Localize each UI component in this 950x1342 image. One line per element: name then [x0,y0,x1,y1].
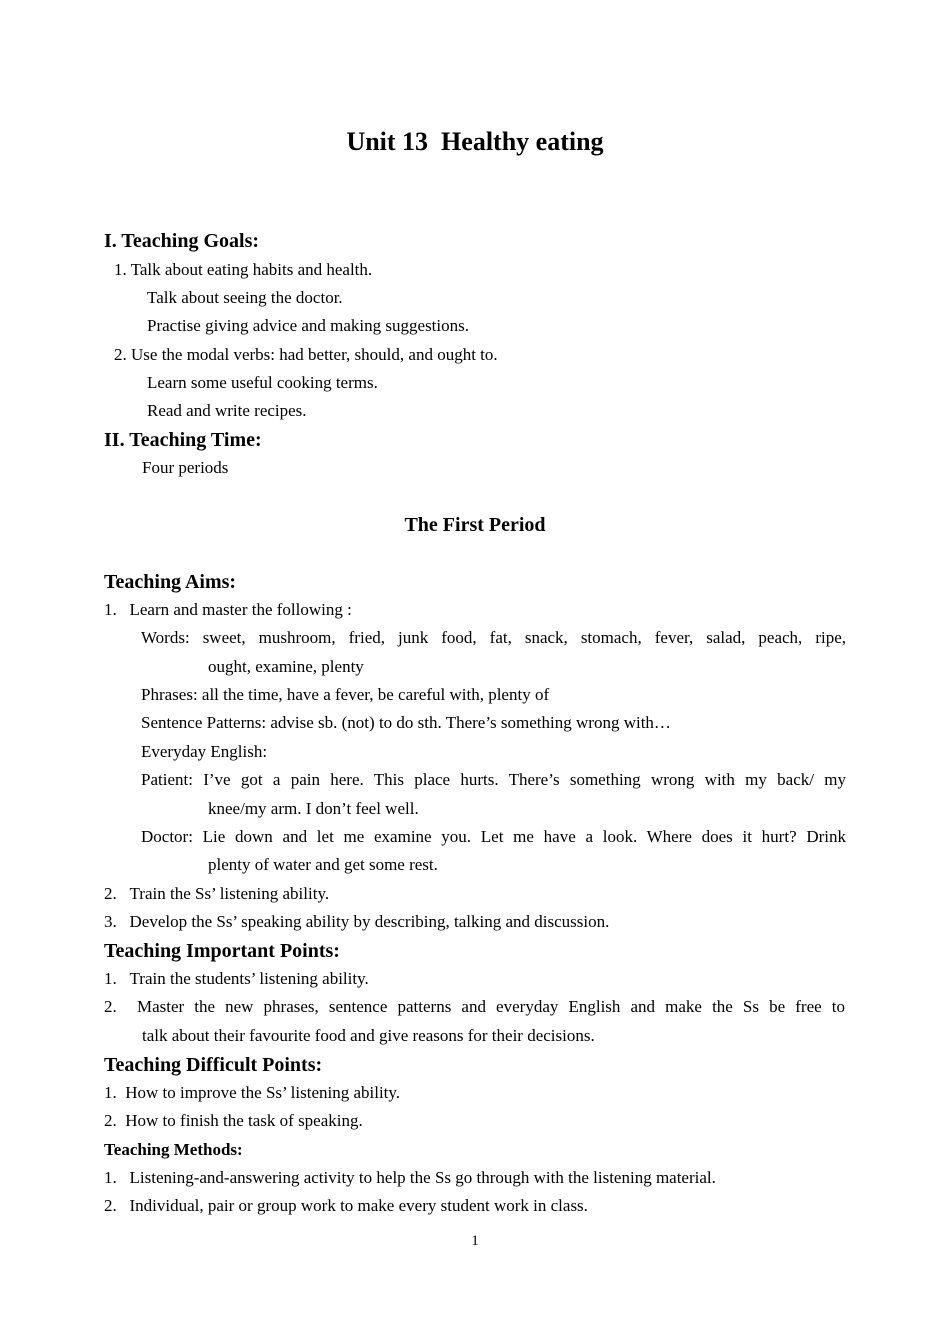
aims-patient-line: Patient: I’ve got a pain here. This place hurts. There’s something wrong with my back/ my [141,770,846,789]
important-item: 1. Train the students’ listening ability. [104,969,369,988]
aims-doctor-line: Doctor: Lie down and let me examine you. Let me have a look. Where does it hurt? Drink [141,827,846,846]
period-title: The First Period [404,514,546,536]
teaching-methods-heading: Teaching Methods: [104,1140,243,1159]
goal-line: Talk about seeing the doctor. [147,288,343,307]
teaching-time-heading: II. Teaching Time: [104,429,262,451]
important-points-heading: Teaching Important Points: [104,940,340,962]
aims-item: 3. Develop the Ss’ speaking ability by describing, talking and discussion. [104,912,610,931]
difficult-points-heading: Teaching Difficult Points: [104,1054,323,1076]
document-title: Unit 13 Healthy eating [346,127,604,156]
aims-words-line: ought, examine, plenty [208,657,364,676]
aims-item: 2. Train the Ss’ listening ability. [104,884,330,903]
difficult-item: 2. How to finish the task of speaking. [104,1111,363,1130]
important-item: 2. Master the new phrases, sentence patterns and everyday English and make the Ss be free to [104,997,845,1016]
aims-words-line: Words: sweet, mushroom, fried, junk food, fat, snack, stomach, fever, salad, peach, ripe, [141,628,846,647]
aims-sentence-patterns: Sentence Patterns: advise sb. (not) to do sth. There’s something wrong with… [141,713,671,732]
methods-item: 1. Listening-and-answering activity to help the Ss go through with the listening material. [104,1168,716,1187]
goal-line: 1. Talk about eating habits and health. [114,260,373,279]
teaching-time-text: Four periods [142,458,229,477]
teaching-aims-heading: Teaching Aims: [104,571,237,593]
aims-everyday-english: Everyday English: [141,742,268,761]
aims-phrases: Phrases: all the time, have a fever, be careful with, plenty of [141,685,550,704]
goal-line: Read and write recipes. [147,401,307,420]
goal-line: 2. Use the modal verbs: had better, should, and ought to. [114,345,498,364]
important-item-continuation: talk about their favourite food and give reasons for their decisions. [142,1026,595,1045]
methods-item: 2. Individual, pair or group work to make every student work in class. [104,1196,588,1215]
aims-item: 1. Learn and master the following : [104,600,352,619]
goal-line: Practise giving advice and making suggestions. [147,316,469,335]
teaching-goals-heading: I. Teaching Goals: [104,230,260,252]
page-number: 1 [471,1233,479,1249]
difficult-item: 1. How to improve the Ss’ listening ability. [104,1083,401,1102]
aims-doctor-line: plenty of water and get some rest. [208,855,438,874]
aims-patient-line: knee/my arm. I don’t feel well. [208,799,419,818]
goal-line: Learn some useful cooking terms. [147,373,378,392]
